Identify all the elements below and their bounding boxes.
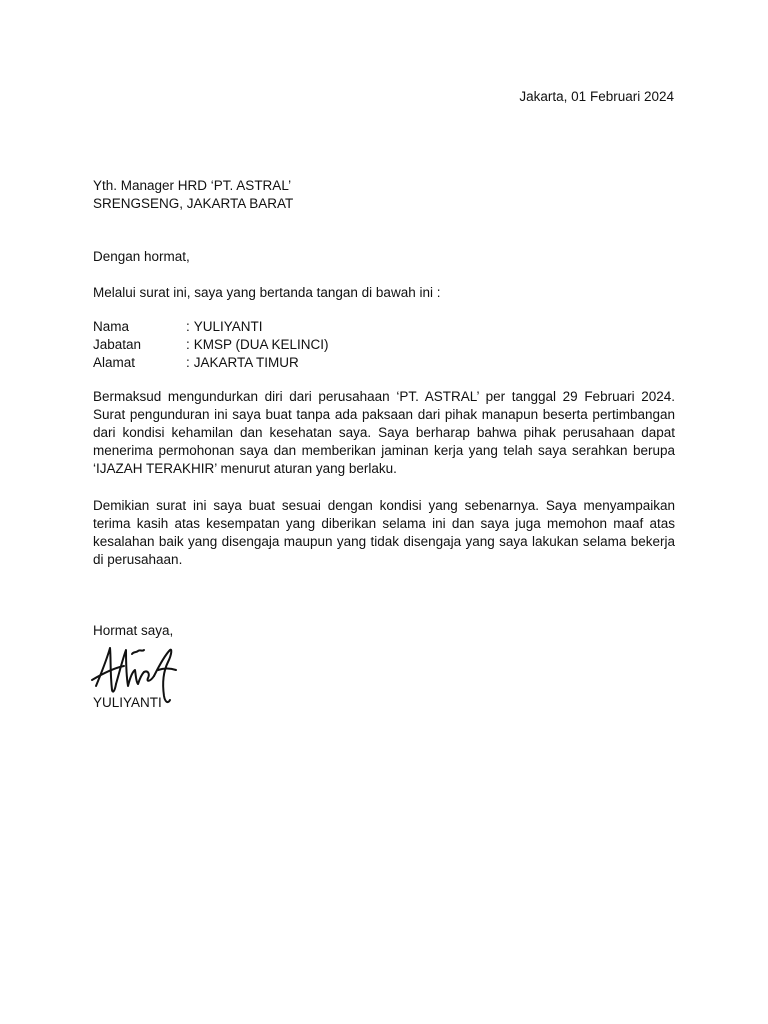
detail-separator: : (186, 355, 190, 370)
detail-value: JAKARTA TIMUR (193, 355, 299, 370)
place-date: Jakarta, 01 Februari 2024 (519, 89, 674, 104)
greeting: Dengan hormat, (93, 249, 190, 264)
closing-salutation: Hormat saya, (93, 623, 174, 638)
body-paragraph-1: Bermaksud mengundurkan diri dari perusahaan ‘PT. ASTRAL’ per tanggal 29 Februari 2024. Surat pengunduran ini saya buat tanpa ada paksaan dari pihak manapun beserta pertimbangan dari kondisi kehamilan dan kesehatan saya. Saya berharap bahwa pihak perusahaan dapat menerima permohonan saya dan memberikan jaminan kerja yang telah saya serahkan berupa ‘IJAZAH TERAKHIR’ menurut aturan yang berlaku. (93, 389, 675, 476)
identity-details (93, 318, 675, 372)
detail-row-jabatan (93, 336, 675, 354)
addressee-block (93, 177, 675, 213)
addressee-line-2: SRENGSENG, JAKARTA BARAT (93, 196, 294, 211)
detail-value: KMSP (DUA KELINCI) (193, 337, 329, 352)
detail-separator: : (186, 319, 190, 334)
detail-value: YULIYANTI (193, 319, 263, 334)
body-paragraph-2: Demikian surat ini saya buat sesuai dengan kondisi yang sebenarnya. Saya menyampaikan terima kasih atas kesempatan yang diberikan selama ini dan saya juga memohon maaf atas kesalahan baik yang disengaja maupun yang tidak disengaja yang saya lakukan selama bekerja di perusahaan. (93, 498, 675, 567)
detail-row-alamat (93, 354, 675, 372)
detail-label: Nama (93, 319, 130, 334)
detail-row-nama (93, 318, 675, 336)
detail-separator: : (186, 337, 190, 352)
detail-label: Alamat (93, 355, 136, 370)
addressee-line-1: Yth. Manager HRD ‘PT. ASTRAL’ (93, 178, 292, 193)
intro-sentence: Melalui surat ini, saya yang bertanda tangan di bawah ini : (93, 285, 441, 300)
detail-label: Jabatan (93, 337, 142, 352)
signer-name: YULIYANTI (93, 695, 162, 710)
